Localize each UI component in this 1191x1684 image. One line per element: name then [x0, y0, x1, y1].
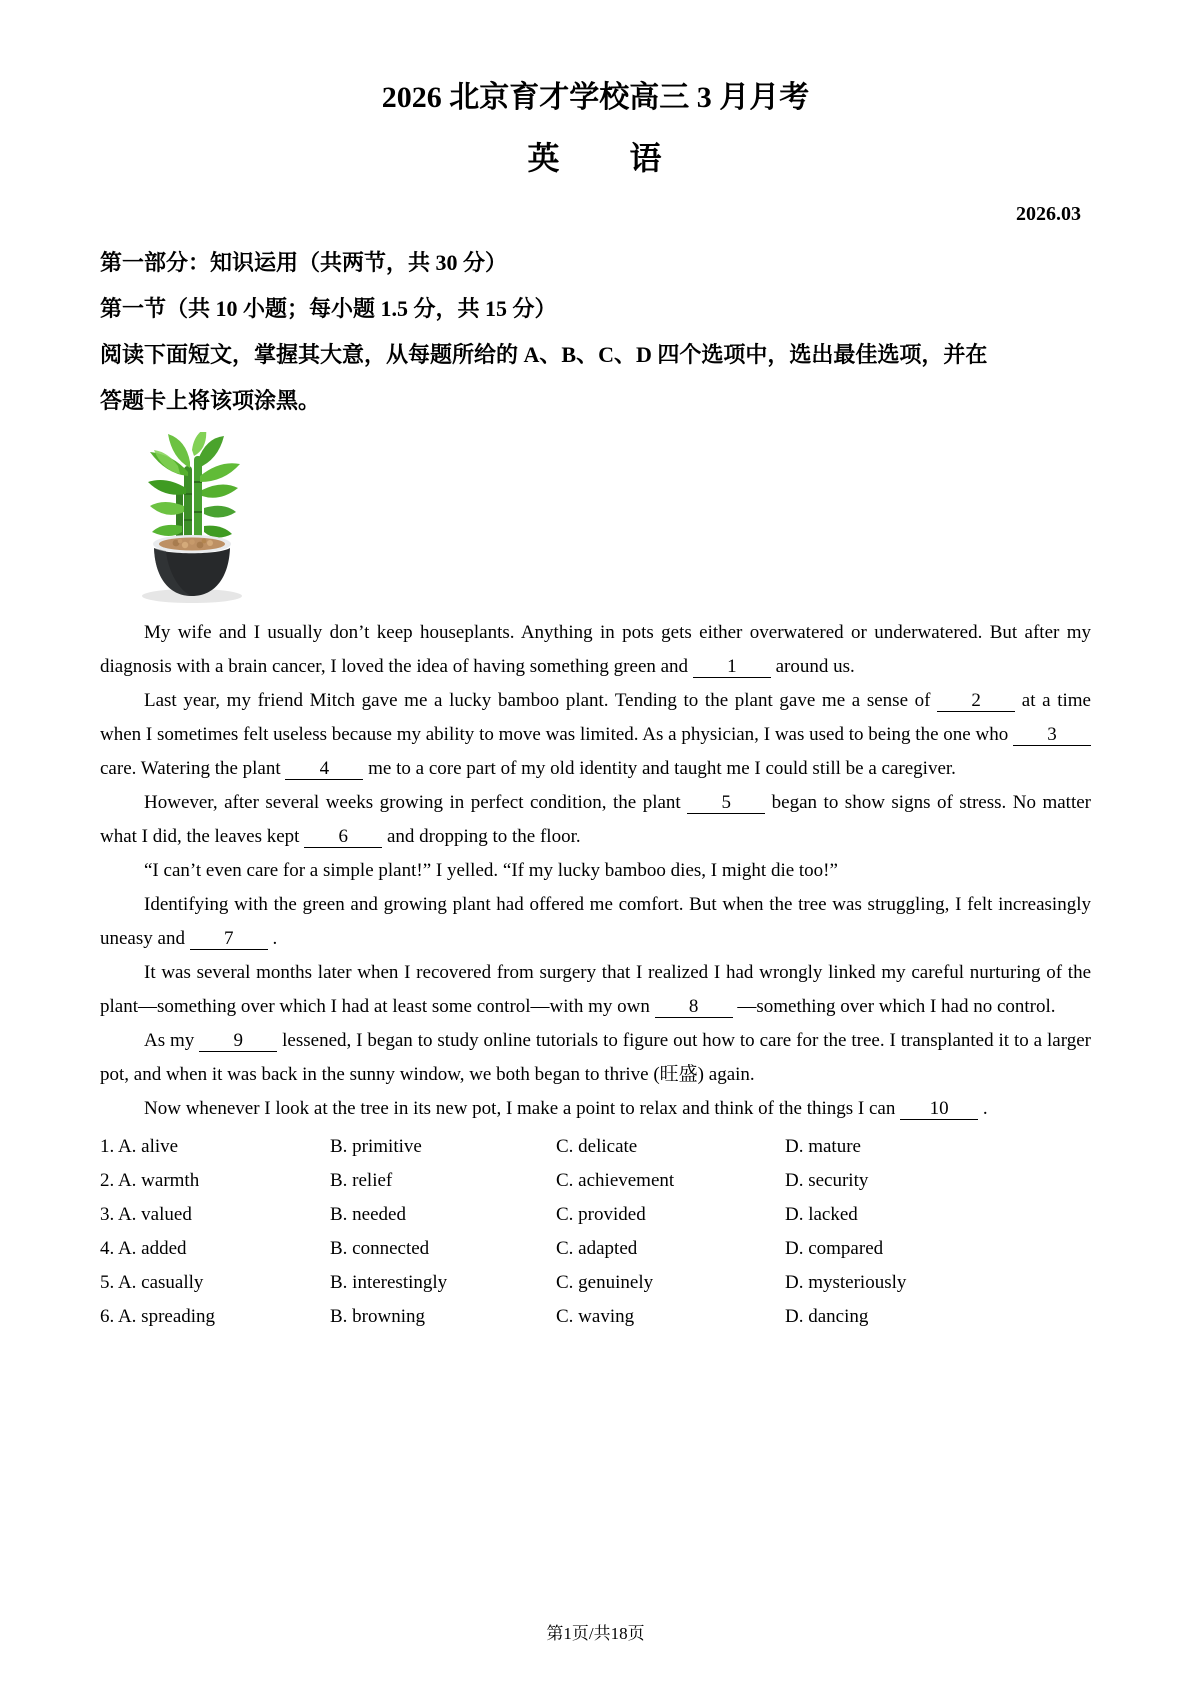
- exam-title: 2026 北京育才学校高三 3 月月考: [381, 81, 810, 114]
- directions-line2: 答题卡上将该项涂黑。: [100, 388, 321, 413]
- option-c: C. provided: [556, 1204, 646, 1225]
- option-d: D. mysteriously: [785, 1272, 907, 1293]
- lucky-bamboo-illustration: [128, 432, 268, 604]
- plant-photo: [128, 432, 268, 604]
- question-row-2: [100, 1164, 1091, 1198]
- option-c: C. delicate: [556, 1136, 638, 1157]
- cloze-blank-7: 7: [190, 928, 268, 950]
- page-number-footer: 第1页/共18页: [546, 1624, 645, 1643]
- option-a: 5. A. casually: [100, 1272, 204, 1293]
- option-c: C. genuinely: [556, 1272, 654, 1293]
- option-b: B. connected: [330, 1238, 430, 1259]
- option-b: B. browning: [330, 1306, 425, 1327]
- question-row-6: [100, 1300, 1091, 1334]
- cloze-blank-10: 10: [900, 1098, 978, 1120]
- passage-paragraph: However, after several weeks growing in perfect condition, the plant 5 began to show signs of stress. No matter what I did, the leaves kept 6 and dropping to the floor.: [100, 792, 1091, 847]
- cloze-blank-5: 5: [687, 792, 765, 814]
- option-a: 3. A. valued: [100, 1204, 192, 1225]
- exam-subject: 英 语: [527, 140, 664, 176]
- option-a: 1. A. alive: [100, 1136, 179, 1157]
- question-row-1: [100, 1130, 1091, 1164]
- option-c: C. achievement: [556, 1170, 675, 1191]
- passage-paragraph: “I can’t even care for a simple plant!” I yelled. “If my lucky bamboo dies, I might die too!”: [144, 860, 838, 881]
- cloze-blank-8: 8: [655, 996, 733, 1018]
- option-d: D. mature: [785, 1136, 861, 1157]
- exam-date: 2026.03: [1016, 203, 1081, 225]
- option-d: D. security: [785, 1170, 869, 1191]
- option-b: B. needed: [330, 1204, 406, 1225]
- option-a: 6. A. spreading: [100, 1306, 216, 1327]
- cloze-blank-4: 4: [285, 758, 363, 780]
- question-row-3: [100, 1198, 1091, 1232]
- part1-heading: 第一部分：知识运用（共两节，共 30 分）: [100, 250, 508, 275]
- option-c: C. waving: [556, 1306, 635, 1327]
- passage-paragraph: It was several months later when I recovered from surgery that I realized I had wrongly linked my careful nurturing of the plant—something over which I had at least some control—with my own 8 —something over which I had no control.: [100, 962, 1091, 1017]
- cloze-passage: [100, 616, 1091, 1126]
- section1-heading: 第一节（共 10 小题；每小题 1.5 分，共 15 分）: [100, 296, 557, 321]
- question-row-5: [100, 1266, 1091, 1300]
- section-headings: [100, 240, 1091, 424]
- passage-paragraph: Last year, my friend Mitch gave me a lucky bamboo plant. Tending to the plant gave me a sense of 2 at a time when I sometimes felt useless because my ability to move was limited. As a physician, I was used to being the one who 3 care. Watering the plant 4 me to a core part of my old identity and taught me I could still be a caregiver.: [100, 690, 1091, 779]
- option-d: D. lacked: [785, 1204, 858, 1225]
- option-c: C. adapted: [556, 1238, 638, 1259]
- passage-paragraph: My wife and I usually don’t keep houseplants. Anything in pots gets either overwatered or underwatered. But after my diagnosis with a brain cancer, I loved the idea of having something green and 1 around us.: [100, 622, 1091, 677]
- passage-paragraph: As my 9 lessened, I began to study online tutorials to figure out how to care for the tree. I transplanted it to a larger pot, and when it was back in the sunny window, we both began to thrive (旺盛) again.: [100, 1030, 1091, 1085]
- option-b: B. primitive: [330, 1136, 422, 1157]
- question-options-list: [100, 1130, 1091, 1334]
- passage-paragraph: Now whenever I look at the tree in its new pot, I make a point to relax and think of the things I can 10 .: [144, 1098, 988, 1119]
- cloze-blank-2: 2: [937, 690, 1015, 712]
- option-a: 2. A. warmth: [100, 1170, 200, 1191]
- option-b: B. relief: [330, 1170, 393, 1191]
- question-row-4: [100, 1232, 1091, 1266]
- cloze-blank-1: 1: [693, 656, 771, 678]
- passage-paragraph: Identifying with the green and growing plant had offered me comfort. But when the tree was struggling, I felt increasingly uneasy and 7 .: [100, 894, 1091, 949]
- option-d: D. compared: [785, 1238, 884, 1259]
- directions-line1: 阅读下面短文，掌握其大意，从每题所给的 A、B、C、D 四个选项中，选出最佳选项，并在: [100, 342, 988, 367]
- cloze-blank-9: 9: [199, 1030, 277, 1052]
- cloze-blank-6: 6: [304, 826, 382, 848]
- cloze-blank-3: 3: [1013, 724, 1091, 746]
- option-b: B. interestingly: [330, 1272, 448, 1293]
- option-a: 4. A. added: [100, 1238, 187, 1259]
- option-d: D. dancing: [785, 1306, 869, 1327]
